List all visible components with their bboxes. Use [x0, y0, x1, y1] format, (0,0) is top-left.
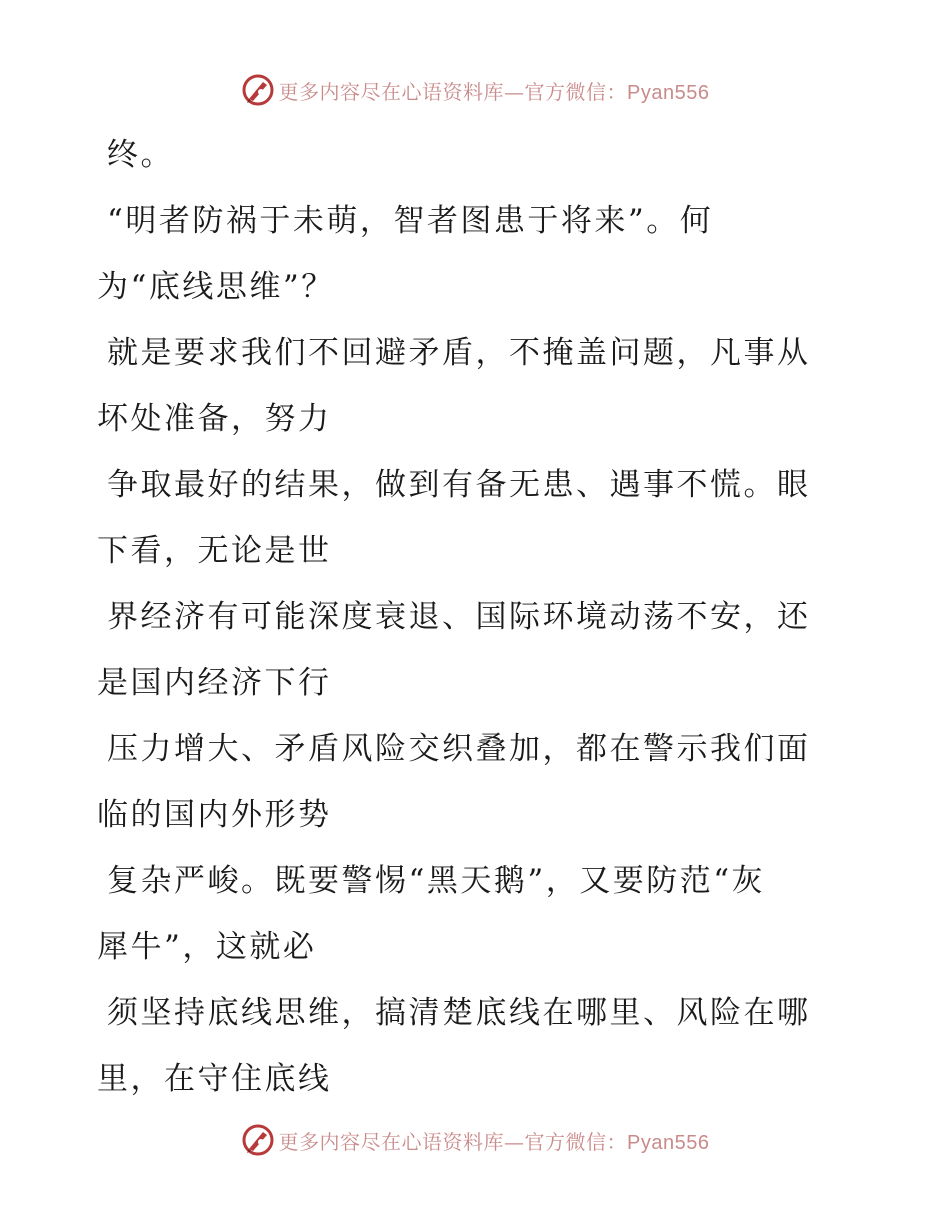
text-line: 界经济有可能深度衰退、国际环境动荡不安，还: [107, 599, 811, 635]
banner-label: 更多内容尽在心语资料库—官方微信：: [278, 79, 628, 104]
text-line: 是国内经济下行: [97, 665, 332, 701]
banner-wechat-id: Pyan556: [627, 81, 710, 104]
text-line: 复杂严峻。既要警惕“黑天鹅”，又要防范“灰: [107, 863, 766, 899]
header-banner: [0, 70, 950, 110]
text-line: 坏处准备，努力: [97, 401, 332, 437]
pen-logo-icon: [241, 73, 275, 107]
banner-wechat-id: Pyan556: [627, 1131, 710, 1154]
banner-label: 更多内容尽在心语资料库—官方微信：: [278, 1129, 628, 1154]
text-line: 下看，无论是世: [97, 533, 332, 569]
text-line: 就是要求我们不回避矛盾，不掩盖问题，凡事从: [107, 335, 811, 371]
text-line: 为“底线思维”？: [97, 269, 335, 305]
text-line: 犀牛”，这就必: [97, 929, 317, 965]
text-line: “明者防祸于未萌，智者图患于将来”。何: [107, 203, 714, 239]
banner-text: [279, 76, 710, 105]
banner-text: [279, 1126, 710, 1155]
text-line: 里，在守住底线: [97, 1061, 332, 1097]
text-line: 压力增大、矛盾风险交织叠加，都在警示我们面: [107, 731, 811, 767]
footer-banner: [0, 1120, 950, 1160]
text-line: 终。: [107, 137, 174, 173]
text-line: 须坚持底线思维，搞清楚底线在哪里、风险在哪: [107, 995, 811, 1031]
text-line: 争取最好的结果，做到有备无患、遇事不慌。眼: [107, 467, 811, 503]
text-line: 临的国内外形势: [97, 797, 332, 833]
document-body: [97, 122, 837, 1112]
pen-logo-icon: [241, 1123, 275, 1157]
